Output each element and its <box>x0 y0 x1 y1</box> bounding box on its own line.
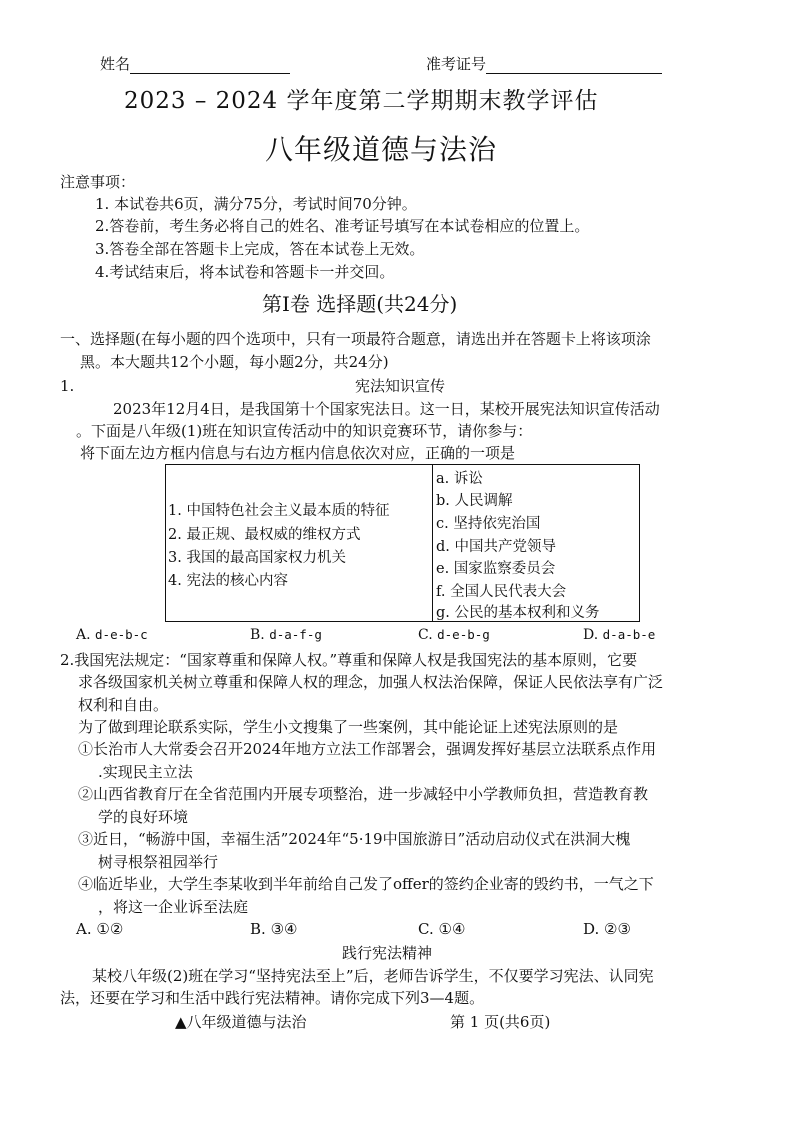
q1-option-b <box>250 627 322 643</box>
q2-case-4: ④临近毕业，大学生李某收到半年前给自己发了offer的签约企业寄的毁约书，一气之下 <box>78 875 654 893</box>
q2-stem-3: 权利和自由。 <box>78 696 169 714</box>
q1-option-d <box>583 627 655 643</box>
option-text: ①④ <box>438 920 466 938</box>
q2-option-d <box>583 920 631 938</box>
q2-stem-4: 为了做到理论联系实际，学生小文搜集了一些案例，其中能论证上述宪法原则的是 <box>78 718 619 736</box>
option-text: ③④ <box>270 920 298 938</box>
left-item-4: 4. 宪法的核心内容 <box>168 573 288 589</box>
option-text: d-e-b-c <box>95 627 148 642</box>
notice-item-3: 3.答卷全部在答题卡上完成，答在本试卷上无效。 <box>95 240 425 258</box>
left-item-1: 1. 中国特色社会主义最本质的特征 <box>168 503 390 519</box>
q2-case-1-cont: .实现民主立法 <box>98 763 193 781</box>
option-text: ①② <box>96 920 124 938</box>
q2-option-b <box>250 920 297 938</box>
left-item-2: 2. 最正规、最权威的维权方式 <box>168 527 361 543</box>
option-letter: D. <box>583 627 599 643</box>
right-item-a: a. 诉讼 <box>436 471 483 487</box>
right-item-e: e. 国家监察委员会 <box>436 561 556 577</box>
option-letter: B. <box>250 627 265 643</box>
option-letter: A. <box>76 920 92 938</box>
option-letter: D. <box>583 920 600 938</box>
q2-option-a <box>76 920 123 938</box>
footer-page-number: 第 1 页(共6页) <box>450 1013 551 1031</box>
footer-subject: ▲八年级道德与法治 <box>175 1013 307 1031</box>
q1-stem-3: 将下面左边方框内信息与右边方框内信息依次对应，正确的一项是 <box>80 444 516 462</box>
q1-stem-2: 。下面是八年级(1)班在知识宣传活动中的知识竞赛环节，请你参与： <box>76 422 533 440</box>
q1-option-c <box>418 627 490 643</box>
right-item-c: c. 坚持依宪治国 <box>436 516 541 532</box>
q2-case-2-cont: 学的良好环境 <box>98 808 189 826</box>
exam-id-label: 准考证号 <box>426 55 487 73</box>
section-instructions-2: 黑。本大题共12个小题，每小题2分，共24分) <box>80 353 389 371</box>
notice-item-1: 1. 本试卷共6页，满分75分，考试时间70分钟。 <box>95 195 417 213</box>
notice-item-4: 4.考试结束后，将本试卷和答题卡一并交回。 <box>95 263 395 281</box>
q2-case-2: ②山西省教育厅在全省范围内开展专项整治，进一步减轻中小学教师负担，营造教育教 <box>78 785 649 803</box>
practice-topic: 践行宪法精神 <box>342 944 433 962</box>
option-letter: A. <box>76 627 91 643</box>
option-text: d-a-f-g <box>269 627 322 642</box>
matching-box-divider <box>432 465 433 621</box>
subject-title: 八年级道德与法治 <box>265 133 498 166</box>
q1-option-a <box>76 627 148 643</box>
right-item-f: f. 全国人民代表大会 <box>436 584 567 600</box>
exam-title: 2023 – 2024 学年度第二学期期末教学评估 <box>124 88 599 114</box>
right-item-g: g. 公民的基本权利和义务 <box>436 605 600 621</box>
notice-item-2: 2.答卷前，考生务必将自己的姓名、准考证号填写在本试卷相应的位置上。 <box>95 217 590 235</box>
q1-stem-1: 2023年12月4日，是我国第十个国家宪法日。这一日，某校开展宪法知识宣传活动 <box>113 400 660 418</box>
q1-number: 1. <box>60 377 75 395</box>
exam-id-blank-line <box>486 57 662 74</box>
q2-case-4-cont: ，将这一企业诉至法庭 <box>98 898 249 916</box>
q2-case-3: ③近日，“畅游中国，幸福生活”2024年“5·19中国旅游日”活动启动仪式在洪洞大槐 <box>78 830 631 848</box>
q2-stem-2: 求各级国家机关树立尊重和保障人权的理念，加强人权法治保障，保证人民依法享有广泛 <box>78 673 664 691</box>
right-item-d: d. 中国共产党领导 <box>436 539 556 555</box>
q2-case-3-cont: 树寻根祭祖园举行 <box>98 853 219 871</box>
practice-line-1: 某校八年级(2)班在学习“坚持宪法至上”后，老师告诉学生，不仅要学习宪法、认同宪 <box>92 967 654 985</box>
right-item-b: b. 人民调解 <box>436 493 513 509</box>
option-text: d-e-b-g <box>437 627 490 642</box>
q2-case-1: ①长治市人大常委会召开2024年地方立法工作部署会，强调发挥好基层立法联系点作用 <box>78 740 657 758</box>
option-letter: B. <box>250 920 266 938</box>
q2-stem-1: 2.我国宪法规定：“国家尊重和保障人权。”尊重和保障人权是我国宪法的基本原则，它要 <box>60 651 638 669</box>
exam-id-field <box>426 54 662 74</box>
left-item-3: 3. 我国的最高国家权力机关 <box>168 550 346 566</box>
matching-box <box>165 464 640 622</box>
option-letter: C. <box>418 627 433 643</box>
q1-topic: 宪法知识宣传 <box>355 377 446 395</box>
section-instructions-1: 一、选择题(在每小题的四个选项中，只有一项最符合题意，请选出并在答题卡上将该项涂 <box>60 330 651 348</box>
name-label: 姓名 <box>100 55 131 73</box>
q2-option-c <box>418 920 465 938</box>
name-blank-line <box>130 57 290 74</box>
name-field <box>100 54 290 74</box>
option-text: ②③ <box>604 920 631 938</box>
notice-heading: 注意事项： <box>60 173 136 191</box>
practice-line-2: 法，还要在学习和生活中践行宪法精神。请你完成下列3—4题。 <box>60 989 485 1007</box>
option-letter: C. <box>418 920 434 938</box>
option-text: d-a-b-e <box>602 627 656 642</box>
section-title: 第Ⅰ卷 选择题(共24分) <box>262 292 458 316</box>
